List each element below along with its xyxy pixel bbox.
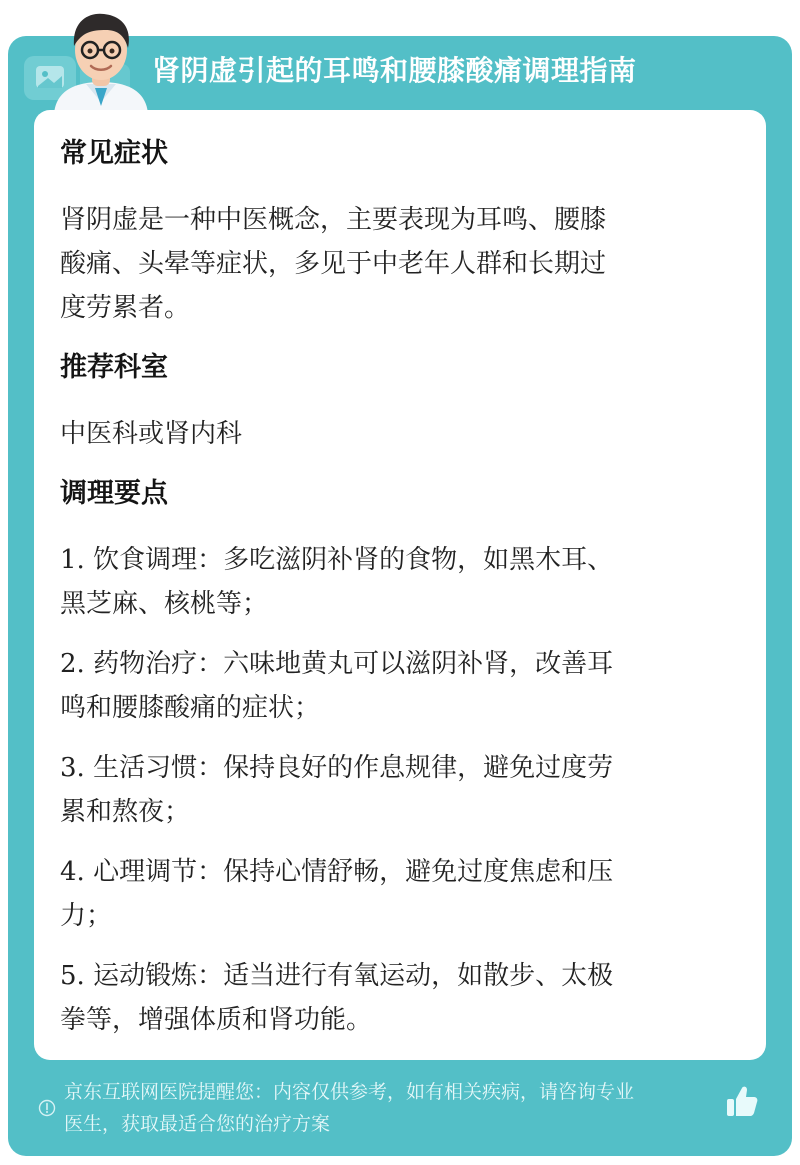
care-item-line: 黑芝麻、核桃等； bbox=[60, 589, 269, 619]
care-item bbox=[60, 746, 732, 834]
section-heading-department: 推荐科室 bbox=[60, 352, 168, 383]
symptoms-line: 肾阴虚是一种中医概念，主要表现为耳鸣、腰膝 bbox=[60, 205, 607, 235]
care-item-line: 生活习惯：保持良好的作息规律，避免过度劳 bbox=[93, 753, 614, 783]
disclaimer-text bbox=[64, 1076, 734, 1140]
thumbs-up-icon[interactable] bbox=[722, 1082, 762, 1122]
care-item bbox=[60, 538, 732, 626]
care-item-line: 力； bbox=[60, 901, 113, 931]
section-heading-symptoms: 常见症状 bbox=[60, 138, 168, 169]
care-item-line: 药物治疗：六味地黄丸可以滋阴补肾，改善耳 bbox=[93, 649, 614, 679]
care-item-number: 4. bbox=[60, 857, 85, 887]
care-item-number: 5. bbox=[60, 961, 85, 991]
department-text: 中医科或肾内科 bbox=[60, 419, 243, 449]
symptoms-line: 酸痛、头晕等症状，多见于中老年人群和长期过 bbox=[60, 249, 607, 279]
page-title: 肾阴虚引起的耳鸣和腰膝酸痛调理指南 bbox=[152, 54, 637, 87]
care-item-line: 心理调节：保持心情舒畅，避免过度焦虑和压 bbox=[93, 857, 614, 887]
care-item-line: 运动锻炼：适当进行有氧运动，如散步、太极 bbox=[93, 961, 614, 991]
symptoms-line: 度劳累者。 bbox=[60, 293, 191, 323]
care-item bbox=[60, 954, 732, 1042]
disclaimer-line: 京东互联网医院提醒您：内容仅供参考，如有相关疾病，请咨询专业 bbox=[64, 1081, 635, 1103]
care-item-number: 1. bbox=[60, 545, 85, 575]
care-item-line: 拳等，增强体质和肾功能。 bbox=[60, 1005, 373, 1035]
care-item-line: 鸣和腰膝酸痛的症状； bbox=[60, 693, 321, 723]
section-heading-care: 调理要点 bbox=[60, 478, 168, 509]
care-item-number: 3. bbox=[60, 753, 85, 783]
care-item-line: 累和熬夜； bbox=[60, 797, 191, 827]
disclaimer-line: 医生，获取最适合您的治疗方案 bbox=[64, 1113, 331, 1135]
care-item bbox=[60, 850, 732, 938]
content-body bbox=[60, 132, 732, 1042]
care-item bbox=[60, 642, 732, 730]
content-card bbox=[34, 110, 766, 1060]
care-item-number: 2. bbox=[60, 649, 85, 679]
doctor-avatar bbox=[46, 6, 156, 114]
info-icon bbox=[38, 1099, 56, 1117]
care-item-line: 饮食调理：多吃滋阴补肾的食物，如黑木耳、 bbox=[93, 545, 614, 575]
